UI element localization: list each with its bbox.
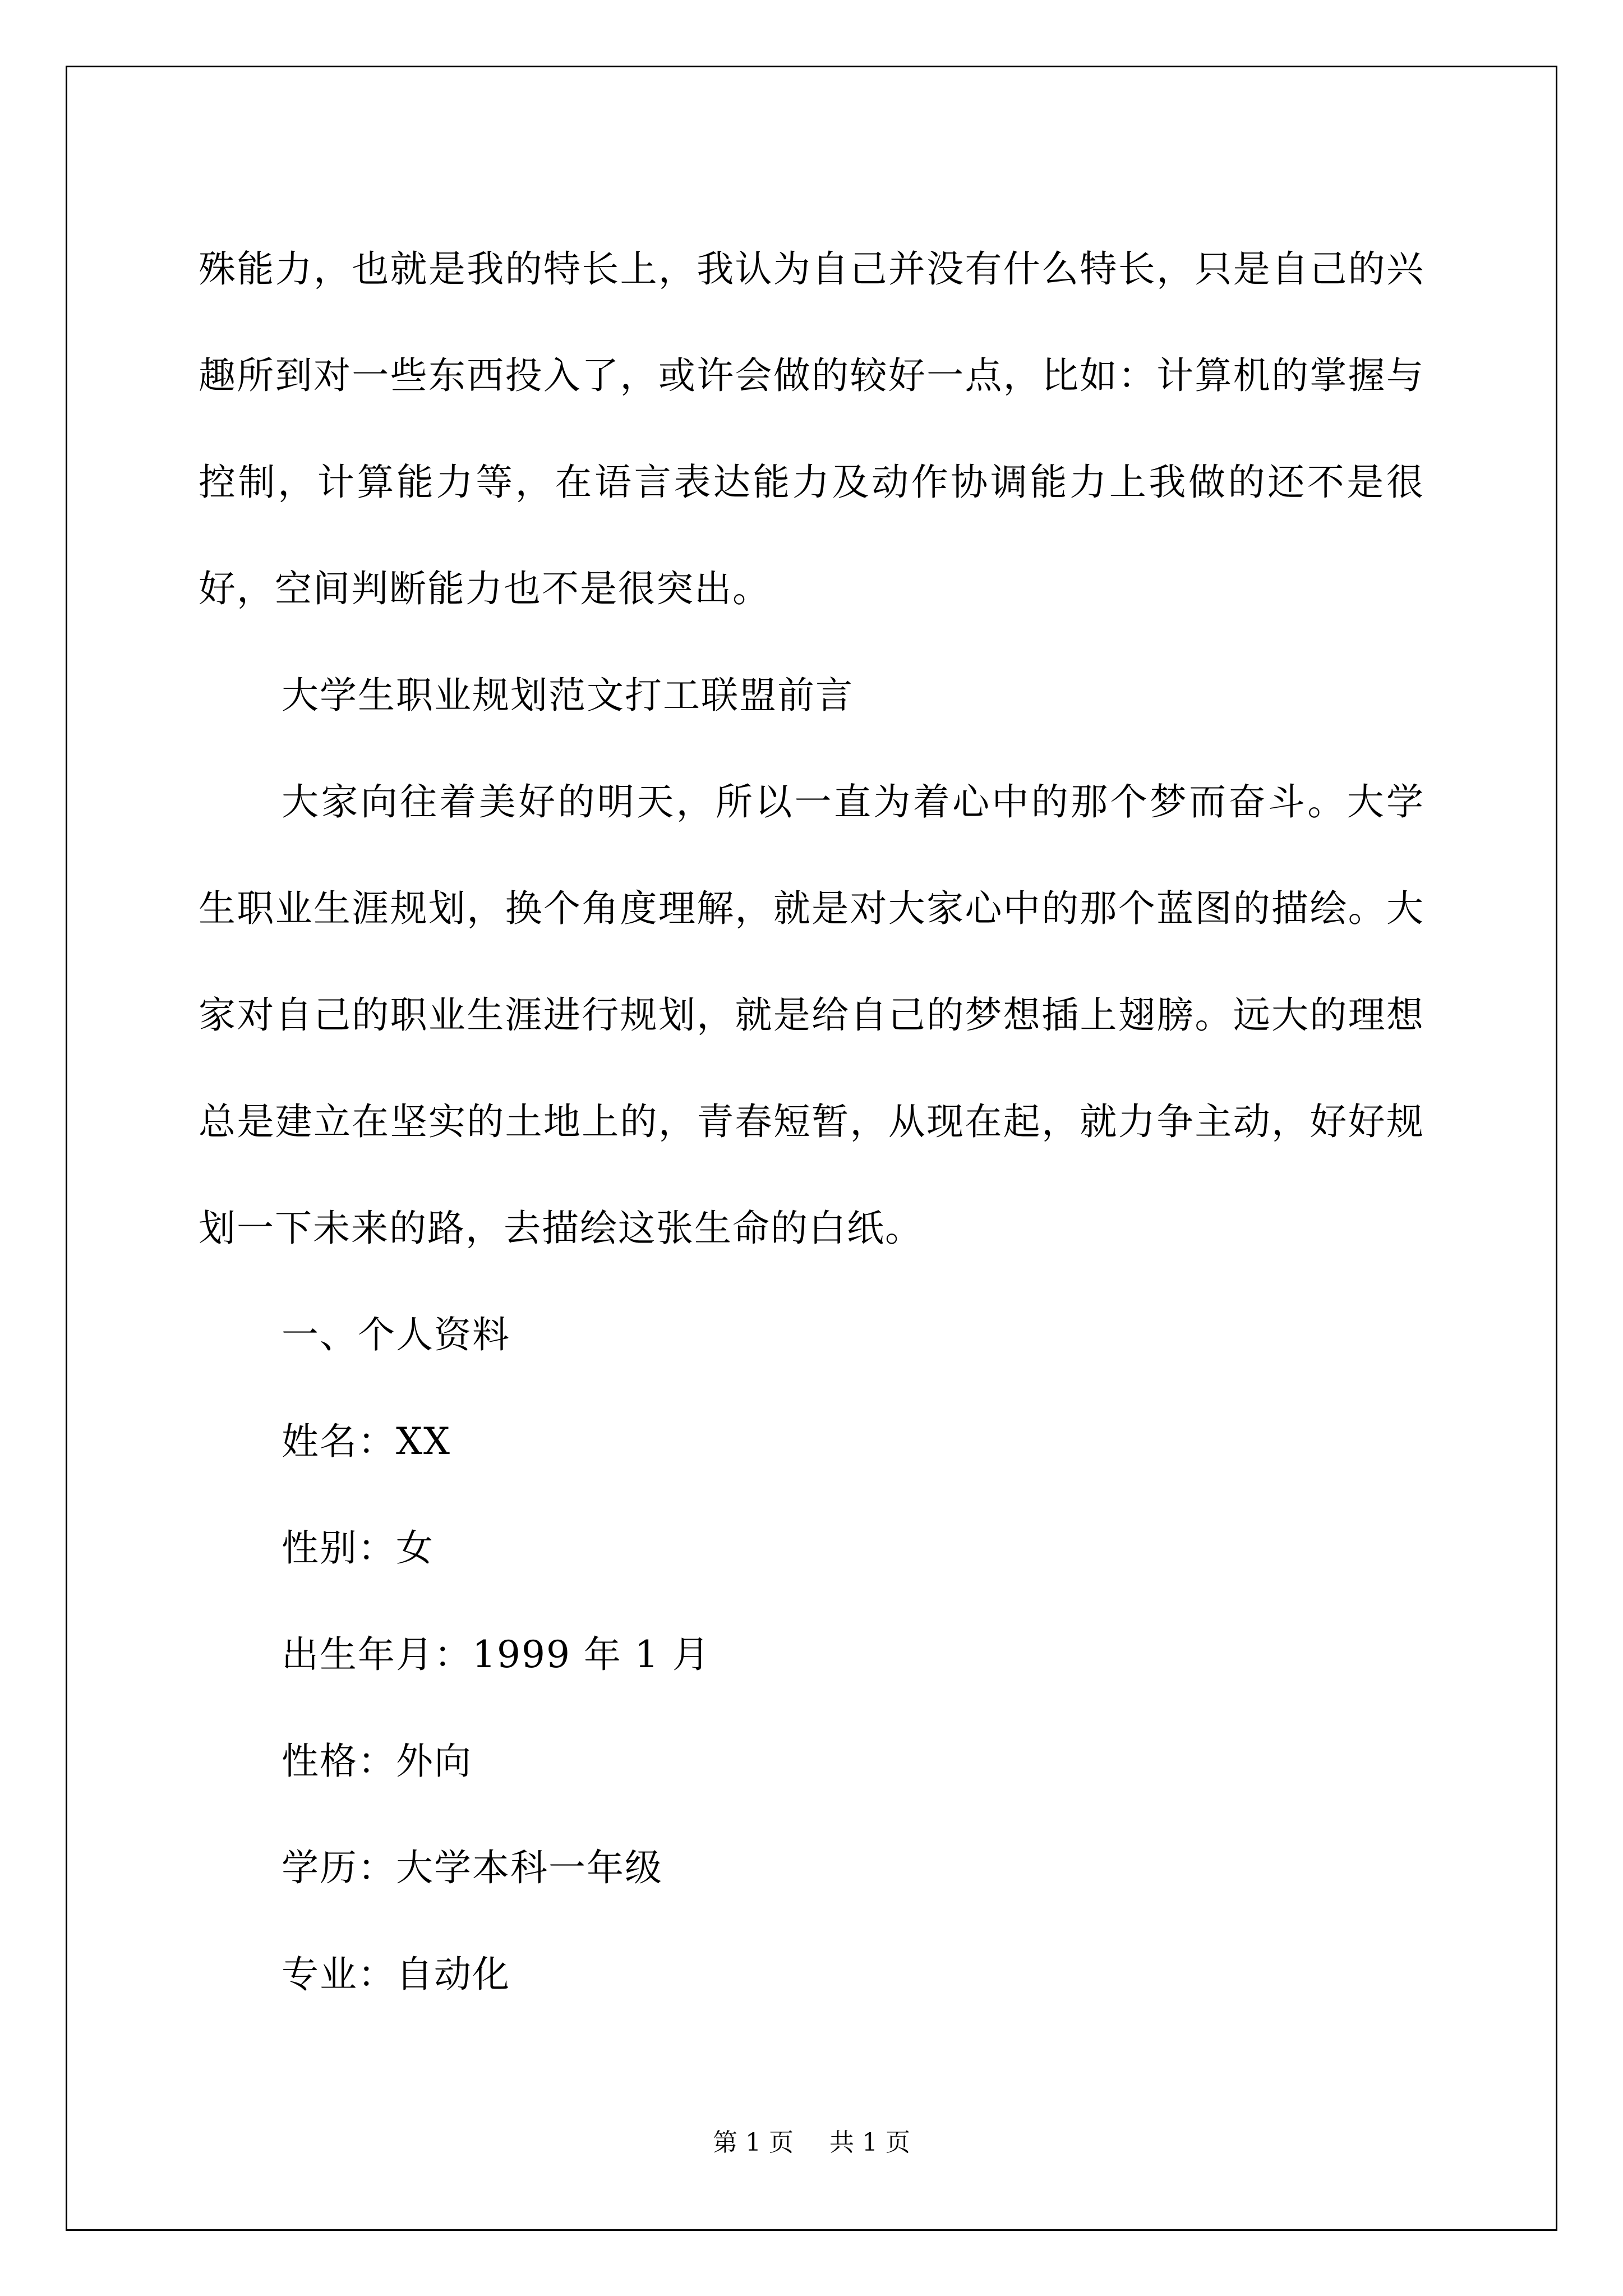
info-major: 专业：自动化 <box>282 1953 510 1996</box>
info-gender: 性别：女 <box>282 1526 434 1570</box>
info-personality: 性格：外向 <box>282 1740 472 1783</box>
info-name: 姓名：XX <box>282 1420 451 1463</box>
document-body <box>199 216 1424 2028</box>
info-birth-date: 出生年月：1999 年 1 月 <box>282 1633 711 1676</box>
section-heading-preface: 大学生职业规划范文打工联盟前言 <box>282 674 854 717</box>
section-heading-personal-info: 一、个人资料 <box>282 1313 510 1356</box>
page-total: 共 1 页 <box>829 2128 910 2157</box>
paragraph-special-abilities: 殊能力，也就是我的特长上，我认为自己并没有什么特长，只是自己的兴趣所到对一些东西投入了，或许会做的较好一点，比如：计算机的掌握与控制，计算能力等，在语言表达能力及动作协调能力上我做的还不是很好，空间判断能力也不是很突出。 <box>199 247 1424 610</box>
paragraph-preface: 大家向往着美好的明天，所以一直为着心中的那个梦而奋斗。大学生职业生涯规划，换个角度理解，就是对大家心中的那个蓝图的描绘。大家对自己的职业生涯进行规划，就是给自己的梦想插上翅膀。远大的理想总是建立在坚实的土地上的，青春短暂，从现在起，就力争主动，好好规划一下未来的路，去描绘这张生命的白纸。 <box>199 780 1424 1250</box>
page-number: 第 1 页 <box>713 2128 794 2157</box>
page-footer <box>0 2126 1623 2160</box>
info-education: 学历：大学本科一年级 <box>282 1846 663 1889</box>
